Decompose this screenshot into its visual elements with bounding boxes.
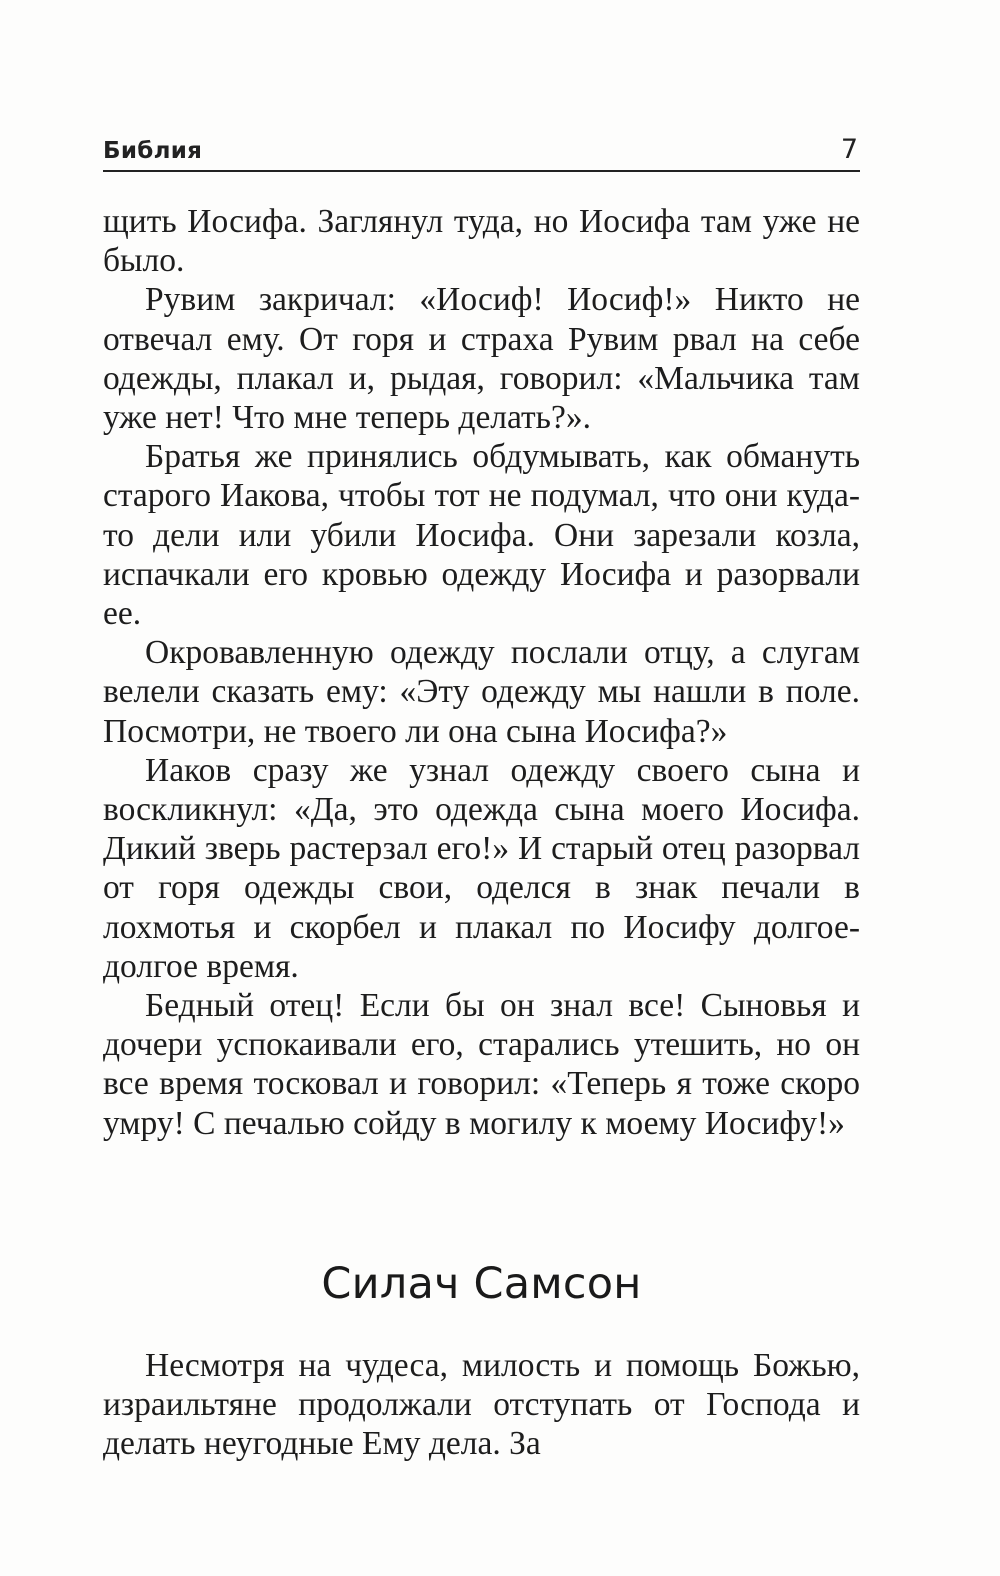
paragraph: Рувим закричал: «Иосиф! Иосиф!» Никто не отвечал ему. От горя и страха Рувим рвал на себе одежды, плакал и, рыдая, говорил: «Мальчика там уже нет! Что мне теперь делать?». [103, 281, 860, 437]
paragraph: Братья же принялись обдумывать, как обмануть старого Иакова, чтобы тот не подумал, что они куда-то дели или убили Иосифа. Они зарезали козла, испачкали его кровью одежду Иосифа и разорвали ее. [103, 438, 860, 633]
page-number: 7 [840, 134, 858, 165]
paragraph: Бедный отец! Если бы он знал все! Сыновья и дочери успокаивали его, старались утешить, но он все время тосковал и говорил: «Теперь я тоже скоро умру! С печалью сойду в могилу к моему Иосифу!» [103, 987, 860, 1142]
section-heading: Силач Самсон [321, 1259, 642, 1309]
paragraph: Иаков сразу же узнал одежду своего сына и воскликнул: «Да, это одежда сына моего Иосифа. Дикий зверь растерзал его!» И старый отец разорвал от горя одежды свои, оделся в знак печали в лохмотья и скорбел и плакал по Иосифу долгое-долгое время. [103, 751, 860, 985]
section-text [103, 1346, 860, 1464]
paragraph: щить Иосифа. Заглянул туда, но Иосифа там уже не было. [103, 203, 860, 280]
running-header [103, 134, 860, 172]
paragraph: Несмотря на чудеса, милость и помощь Божью, израильтяне продолжали отступать от Господа и делать неугодные Ему дела. За [103, 1347, 860, 1463]
paragraph: Окровавленную одежду послали отцу, а слугам велели сказать ему: «Эту одежду мы нашли в поле. Посмотри, не твоего ли она сына Иосифа?» [103, 634, 860, 750]
running-title: Библия [103, 138, 203, 164]
main-text [103, 202, 860, 1143]
